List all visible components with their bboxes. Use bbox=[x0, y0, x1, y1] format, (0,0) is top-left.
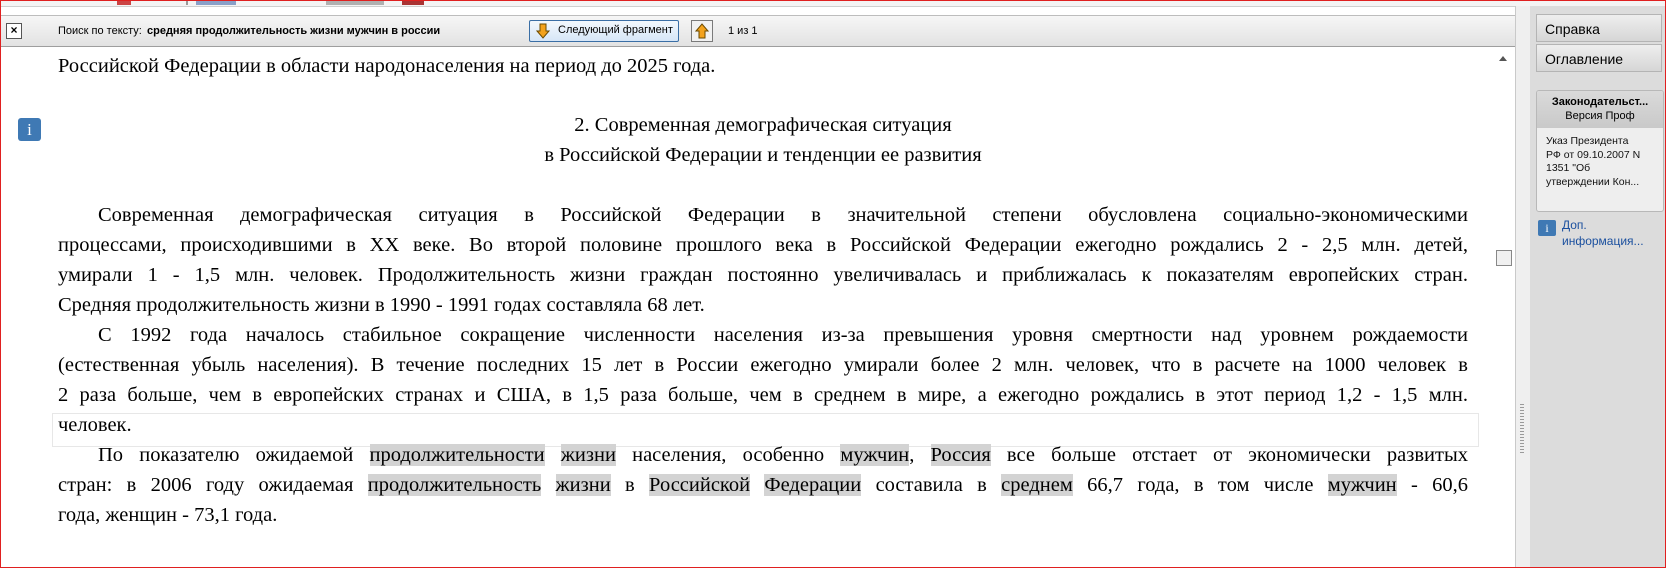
text-span: составила в bbox=[875, 474, 987, 496]
text-span: стран: в 2006 году ожидаемая bbox=[58, 474, 354, 496]
search-highlight: продолжительность bbox=[367, 474, 542, 496]
search-highlight: Российской bbox=[649, 474, 751, 496]
text-span: населения, особенно bbox=[632, 444, 825, 466]
paragraph-line: года, женщин - 73,1 года. bbox=[58, 504, 278, 526]
text-span: 66,7 года, в том числе bbox=[1087, 474, 1314, 496]
text-line: Российской Федерации в области народонаселения на период до 2025 года. bbox=[58, 55, 716, 77]
link-line: информация... bbox=[1562, 234, 1644, 248]
paragraph-line bbox=[58, 444, 1468, 467]
paragraph-line: человек. bbox=[58, 414, 132, 436]
panel-splitter[interactable] bbox=[1515, 6, 1531, 568]
document-scrollbar[interactable] bbox=[1495, 52, 1512, 567]
document-card[interactable] bbox=[1536, 90, 1664, 212]
close-search-button[interactable]: × bbox=[6, 23, 22, 39]
section-heading: 2. Современная демографическая ситуация bbox=[574, 114, 952, 136]
card-subtitle: Версия Проф bbox=[1565, 110, 1635, 122]
info-icon[interactable]: i bbox=[18, 118, 41, 141]
card-header bbox=[1537, 91, 1663, 128]
text-span: , bbox=[909, 444, 915, 466]
arrow-up-icon bbox=[695, 23, 709, 39]
paragraph-line: Современная демографическая ситуация в Российской Федерации в значительной степени обусловлена социально-экономическими bbox=[98, 204, 1468, 226]
toolbar-remnant bbox=[0, 0, 1666, 7]
paragraph-line: умирали 1 - 1,5 млн. человек. Продолжительность жизни граждан постоянно увеличивалась и приближалась к показателям европейских стран. bbox=[58, 264, 1468, 286]
search-highlight: жизни bbox=[555, 474, 611, 496]
paragraph-line: С 1992 года началось стабильное сокращение численности населения из-за превышения уровня смертности над уровнем рождаемости bbox=[98, 324, 1468, 346]
card-line: утверждении Кон... bbox=[1546, 175, 1640, 188]
text-span: По показателю ожидаемой bbox=[98, 444, 354, 466]
arrow-down-icon bbox=[536, 23, 550, 39]
search-highlight: среднем bbox=[1001, 474, 1073, 496]
next-fragment-button[interactable] bbox=[529, 20, 679, 42]
extra-info-link[interactable] bbox=[1562, 217, 1644, 249]
paragraph-line: Средняя продолжительность жизни в 1990 - 1991 годах составляла 68 лет. bbox=[58, 294, 705, 316]
match-counter: 1 из 1 bbox=[728, 25, 758, 37]
text-span: все больше отстает от экономически развитых bbox=[1006, 444, 1469, 466]
toolbar-icon-fragment bbox=[196, 0, 236, 5]
scroll-up-arrow-icon[interactable] bbox=[1499, 56, 1507, 61]
search-query: средняя продолжительность жизни мужчин в россии bbox=[147, 25, 441, 37]
scroll-thumb[interactable] bbox=[1496, 250, 1512, 266]
link-line: Доп. bbox=[1562, 218, 1587, 232]
card-line: 1351 "Об bbox=[1546, 162, 1591, 174]
card-body bbox=[1537, 128, 1663, 189]
card-line: РФ от 09.10.2007 N bbox=[1546, 148, 1641, 161]
paragraph-line bbox=[58, 474, 1468, 497]
text-span: в bbox=[625, 474, 635, 496]
section-heading: в Российской Федерации и тенденции ее развития bbox=[544, 144, 982, 166]
previous-fragment-button[interactable] bbox=[691, 20, 713, 42]
right-panel bbox=[1530, 6, 1666, 568]
paragraph-line: процессами, происходившими в XX веке. Во второй половине прошлого века в Российской Федерации ежегодно рождались 2 - 2,5 млн. детей, bbox=[58, 234, 1468, 256]
info-icon[interactable]: i bbox=[1538, 220, 1556, 236]
search-highlight: мужчин bbox=[840, 444, 910, 466]
toolbar-icon-fragment bbox=[402, 0, 424, 5]
next-fragment-label: Следующий фрагмент bbox=[558, 24, 673, 36]
toolbar-icon-fragment bbox=[117, 0, 131, 5]
search-highlight: жизни bbox=[560, 444, 616, 466]
text-span: - 60,6 bbox=[1396, 474, 1468, 496]
search-bar bbox=[1, 15, 1515, 47]
paragraph-line: (естественная убыль населения). В течение последних 15 лет в России ежегодно умирали более 2 млн. человек, что в расчете на 1000 человек в bbox=[58, 354, 1468, 376]
card-title: Законодательст... bbox=[1551, 96, 1649, 108]
contents-button[interactable]: Оглавление bbox=[1536, 44, 1662, 72]
document-view bbox=[1, 46, 1496, 567]
search-highlight: Россия bbox=[930, 444, 991, 466]
toolbar-divider bbox=[186, 0, 188, 5]
card-line: Указ Президента bbox=[1546, 135, 1629, 147]
search-highlight: Федерации bbox=[764, 474, 862, 496]
search-highlight: мужчин bbox=[1327, 474, 1397, 496]
help-button[interactable]: Справка bbox=[1536, 14, 1662, 42]
splitter-grip[interactable] bbox=[1520, 404, 1524, 454]
toolbar-icon-fragment bbox=[326, 0, 384, 5]
paragraph-line: 2 раза больше, чем в европейских странах и США, в 1,5 раза больше, чем в среднем в мире, а ежегодно рождались в этот период 1,2 - 1,5 млн. bbox=[58, 384, 1468, 406]
search-highlight: продолжительности bbox=[369, 444, 545, 466]
search-label: Поиск по тексту: bbox=[58, 25, 142, 37]
